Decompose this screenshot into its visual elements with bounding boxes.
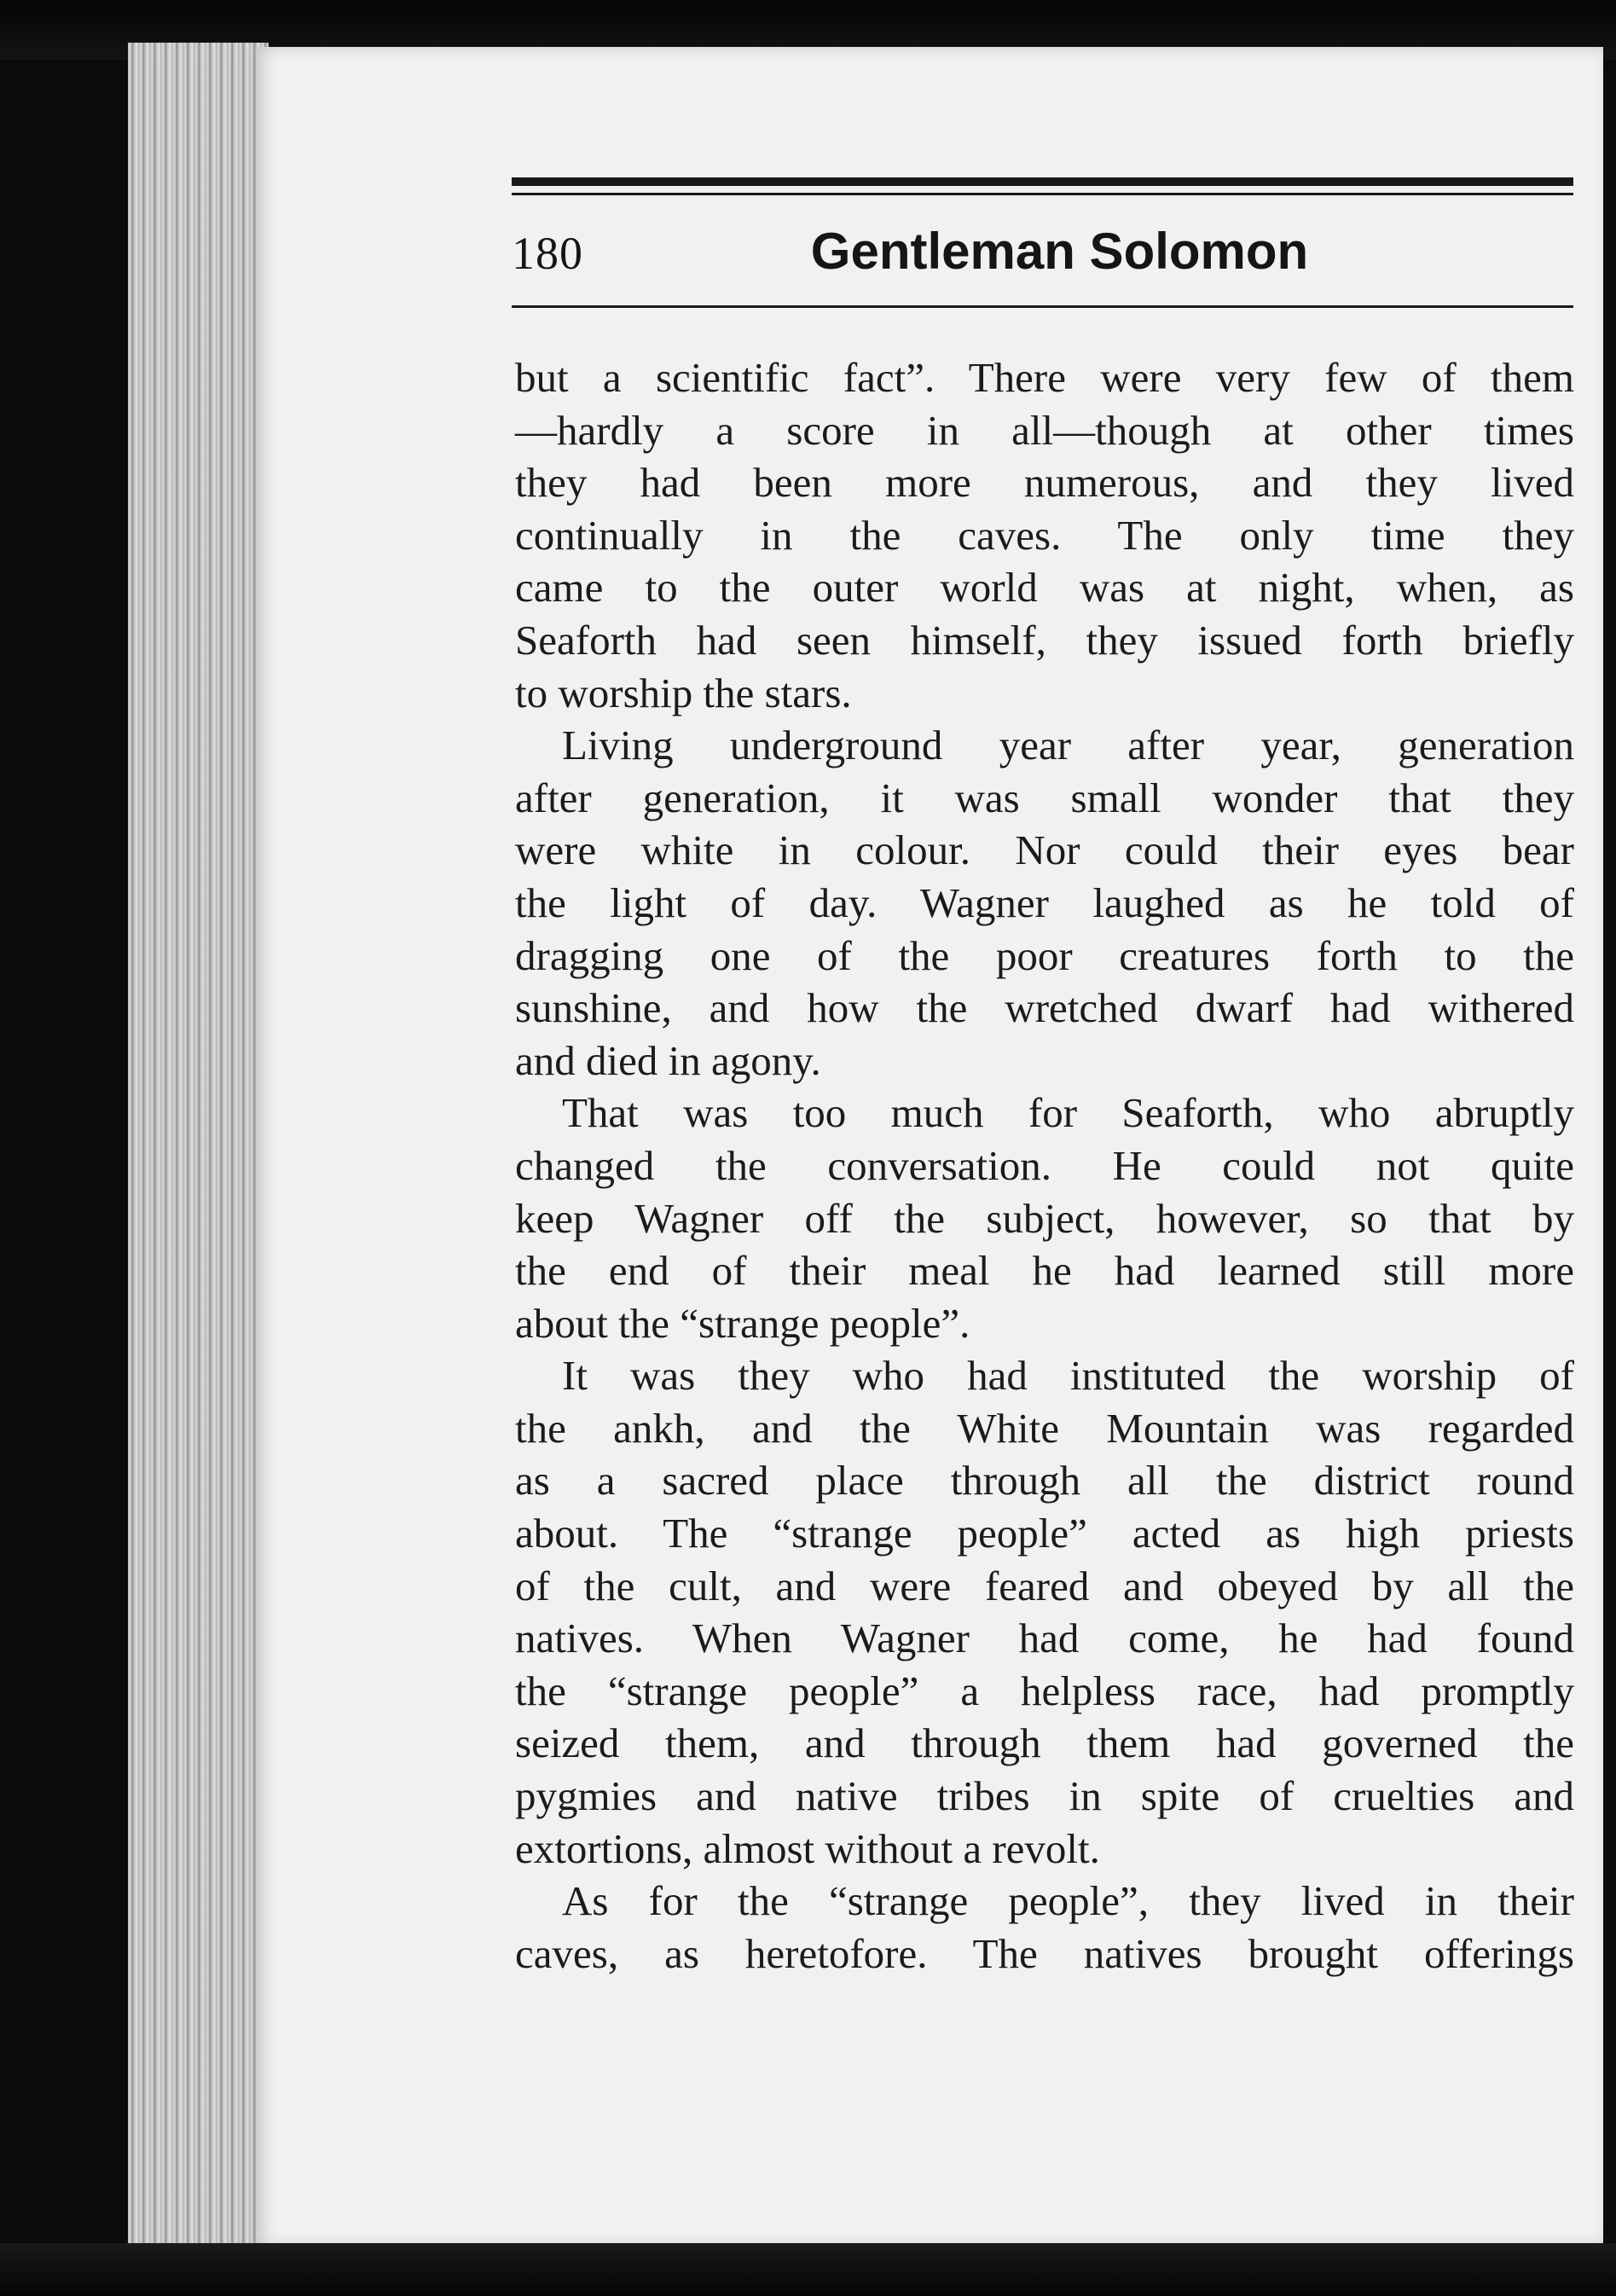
text-line: extortions, almost without a revolt. (515, 1824, 1100, 1872)
text-line: to worship the stars. (515, 669, 852, 716)
text-line: as a sacred place through all the district round (515, 1457, 1574, 1505)
text-line: seized them, and through them had governed the (515, 1719, 1574, 1767)
text-line: were white in colour. Nor could their eyes bear (515, 826, 1574, 874)
text-line: It was they who had instituted the worship of (562, 1352, 1574, 1400)
header-rule-thick (512, 177, 1573, 186)
text-line: Living underground year after year, generation (562, 722, 1574, 769)
text-line: Seaforth had seen himself, they issued forth briefly (515, 616, 1574, 664)
text-line: about. The “strange people” acted as high priests (515, 1510, 1574, 1557)
scan-bottom-border (0, 2243, 1616, 2296)
text-line: continually in the caves. The only time they (515, 511, 1574, 559)
running-title: Gentleman Solomon (810, 223, 1309, 280)
book-page-edges (128, 43, 269, 2252)
text-line: sunshine, and how the wretched dwarf had withered (515, 984, 1574, 1032)
text-line: dragging one of the poor creatures forth to the (515, 931, 1574, 979)
text-line: after generation, it was small wonder that they (515, 774, 1574, 821)
header-rule-thin (512, 193, 1573, 195)
text-line: but a scientific fact”. There were very few of them (515, 354, 1574, 401)
text-line: the ankh, and the White Mountain was regarded (515, 1404, 1574, 1452)
text-line: of the cult, and were feared and obeyed by all the (515, 1562, 1574, 1609)
header-rule-bottom (512, 305, 1573, 308)
body-text (515, 351, 1574, 1980)
text-line: changed the conversation. He could not quite (515, 1141, 1574, 1189)
text-line: That was too much for Seaforth, who abruptly (562, 1089, 1574, 1137)
text-line: natives. When Wagner had come, he had found (515, 1615, 1574, 1662)
text-line: —hardly a score in all—though at other times (515, 406, 1574, 454)
text-line: they had been more numerous, and they lived (515, 459, 1574, 507)
text-line: pygmies and native tribes in spite of cruelties and (515, 1772, 1574, 1820)
text-line: caves, as heretofore. The natives brought offerings (515, 1929, 1574, 1977)
text-line: the light of day. Wagner laughed as he told of (515, 878, 1574, 926)
text-line: came to the outer world was at night, when, as (515, 564, 1574, 612)
page-number: 180 (512, 228, 583, 279)
text-line: and died in agony. (515, 1036, 821, 1084)
running-header (512, 215, 1573, 297)
text-line: keep Wagner off the subject, however, so that by (515, 1194, 1574, 1242)
text-line: the “strange people” a helpless race, had promptly (515, 1667, 1574, 1714)
text-line: about the “strange people”. (515, 1299, 970, 1347)
text-line: As for the “strange people”, they lived in their (562, 1877, 1574, 1925)
text-line: the end of their meal he had learned still more (515, 1247, 1574, 1295)
